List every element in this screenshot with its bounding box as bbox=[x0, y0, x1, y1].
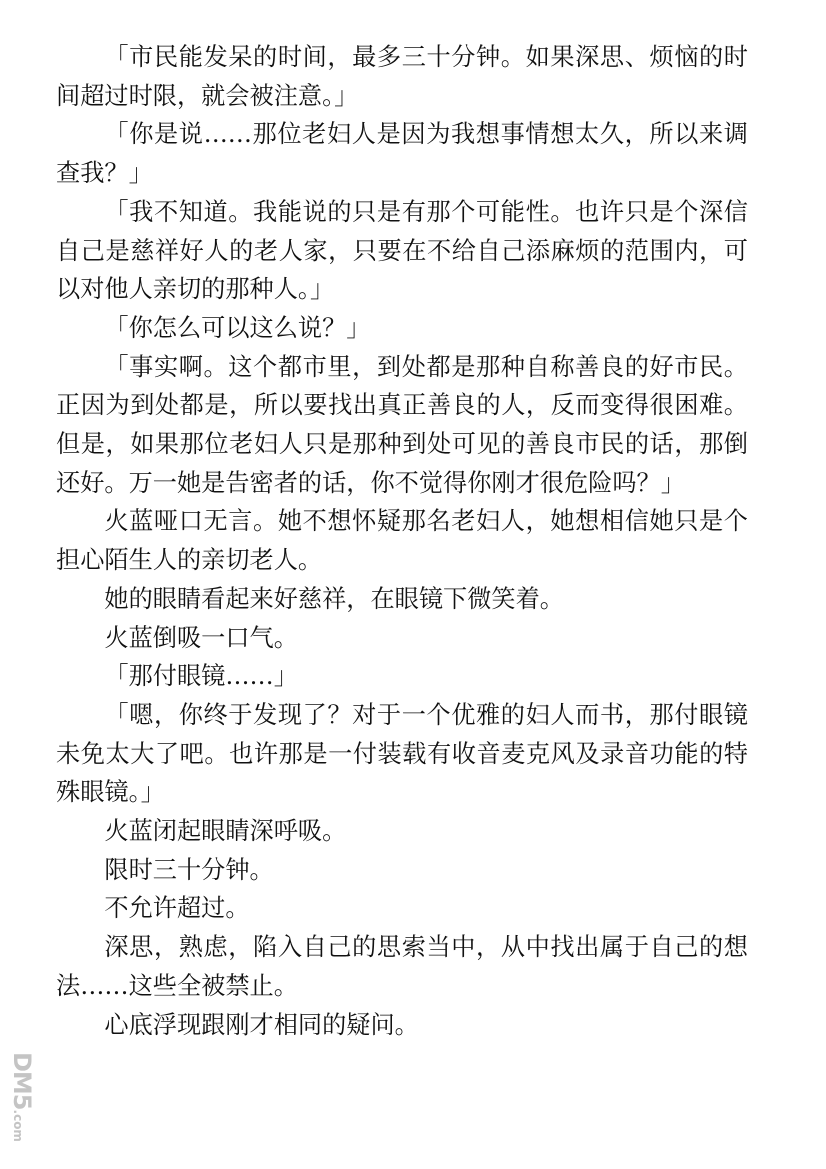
watermark-main: DM5 bbox=[8, 1052, 36, 1110]
paragraph: 限时三十分钟。 bbox=[104, 855, 274, 884]
paragraph: 火蓝哑口无言。她不想怀疑那名老妇人，她想相信她只是个担心陌生人的亲切老人。 bbox=[56, 507, 748, 575]
watermark-logo bbox=[8, 1052, 36, 1156]
document-page bbox=[56, 38, 748, 1044]
paragraph: 「我不知道。我能说的只是有那个可能性。也许只是个深信自己是慈祥好人的老人家，只要在不给自己添麻烦的范围内，可以对他人亲切的那种人。」 bbox=[56, 197, 748, 304]
paragraph: 「事实啊。这个都市里，到处都是那种自称善良的好市民。正因为到处都是，所以要找出真正善良的人，反而变得很困难。但是，如果那位老妇人只是那种到处可见的善良市民的话，那倒还好。万一她是告密者的话，你不觉得你刚才很危险吗？」 bbox=[56, 352, 748, 497]
paragraph: 「市民能发呆的时间，最多三十分钟。如果深思、烦恼的时间超过时限，就会被注意。」 bbox=[56, 43, 748, 110]
paragraph: 「你是说……那位老妇人是因为我想事情想太久，所以来调查我？」 bbox=[56, 120, 748, 188]
paragraph: 火蓝倒吸一口气。 bbox=[104, 623, 298, 652]
paragraph: 「那付眼镜……」 bbox=[104, 662, 298, 691]
paragraph: 不允许超过。 bbox=[104, 894, 250, 923]
paragraph: 她的眼睛看起来好慈祥，在眼镜下微笑着。 bbox=[104, 584, 564, 613]
paragraph: 「嗯，你终于发现了？对于一个优雅的妇人而书，那付眼镜未免太大了吧。也许那是一付装载有收音麦克风及录音功能的特殊眼镜。」 bbox=[56, 700, 748, 807]
watermark-text bbox=[8, 1052, 36, 1156]
paragraph: 深思，熟虑，陷入自己的思索当中，从中找出属于自己的想法……这些全被禁止。 bbox=[56, 933, 748, 1000]
paragraph: 心底浮现跟刚才相同的疑问。 bbox=[104, 1010, 419, 1039]
paragraph: 「你怎么可以这么说？」 bbox=[104, 313, 371, 342]
paragraph: 火蓝闭起眼睛深呼吸。 bbox=[104, 817, 347, 846]
watermark-sub: .com bbox=[11, 1109, 25, 1142]
